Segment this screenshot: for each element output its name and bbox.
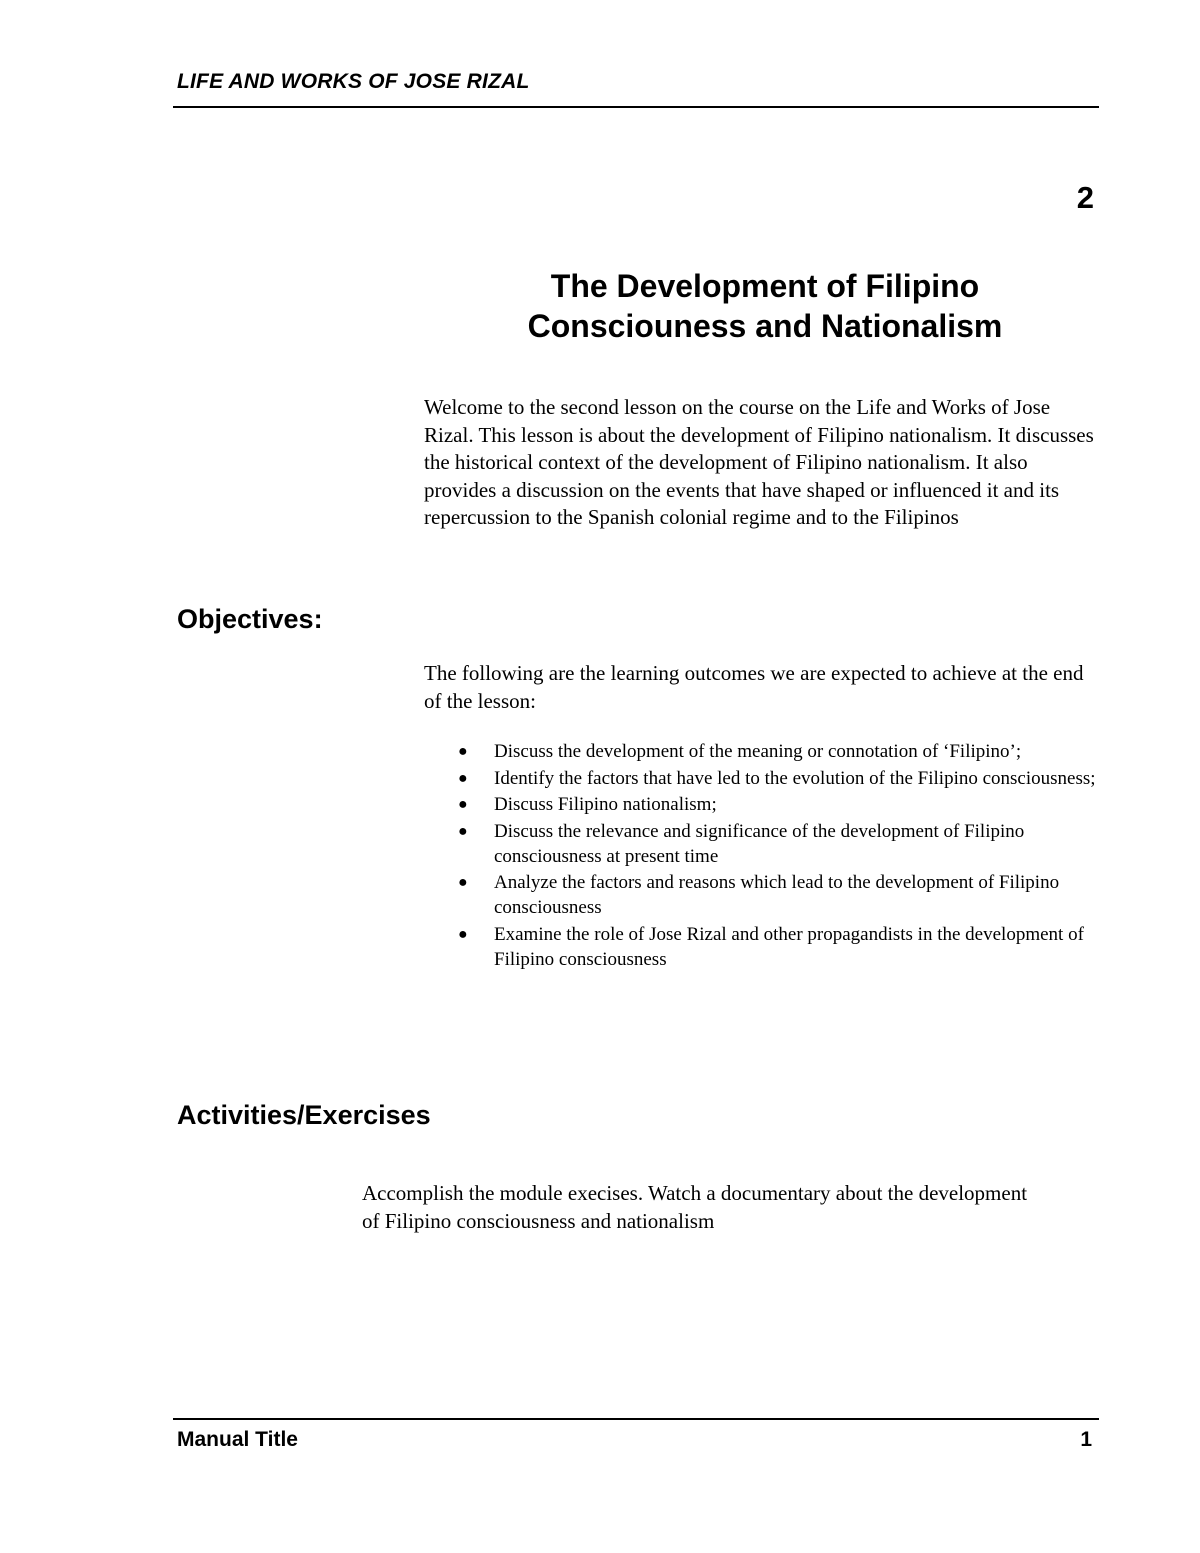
header-rule: [173, 106, 1099, 108]
bullet-icon: ●: [458, 769, 468, 787]
objective-text: Discuss Filipino nationalism;: [494, 794, 717, 815]
objective-text: Analyze the factors and reasons which lead to the development of Filipino consciousness: [494, 872, 1060, 918]
activities-text: Accomplish the module execises. Watch a documentary about the development of Filipino consciousness and nationalism: [362, 1181, 1028, 1233]
intro-paragraph: Welcome to the second lesson on the course on the Life and Works of Jose Rizal. This lesson is about the development of Filipino nationalism. It discusses the historical context of the development of Filipino nationalism. It also provides a discussion on the events that have shaped or influenced it and its repercussion to the Spanish colonial regime and to the Filipinos: [424, 395, 1094, 529]
objective-item: [424, 766, 1104, 791]
objective-text: Discuss the development of the meaning or connotation of ‘Filipino’;: [494, 741, 1022, 762]
bullet-icon: ●: [458, 874, 468, 891]
bullet-icon: ●: [458, 743, 468, 760]
bullet-icon: ●: [458, 925, 468, 943]
activities-heading: Activities/Exercises: [177, 1100, 431, 1130]
bullet-icon: ●: [458, 822, 468, 840]
objective-item: [424, 870, 1104, 920]
objective-item: [424, 819, 1104, 869]
chapter-number: 2: [1076, 180, 1094, 215]
running-header: LIFE AND WORKS OF JOSE RIZAL: [177, 70, 530, 93]
objectives-list: [424, 739, 1104, 973]
objective-text: Identify the factors that have led to the evolution of the Filipino consciousness;: [494, 767, 1096, 789]
objectives-heading: Objectives:: [177, 604, 323, 634]
chapter-title-line-2: Consciouness and Nationalism: [527, 308, 1003, 344]
objective-item: [424, 739, 1104, 764]
footer-rule: [173, 1418, 1099, 1420]
objective-item: [424, 922, 1104, 972]
objective-item: [424, 792, 1104, 817]
page-number: 1: [1080, 1428, 1092, 1451]
chapter-title: [480, 266, 1050, 346]
chapter-title-line-1: The Development of Filipino: [550, 268, 980, 304]
objective-text: Discuss the relevance and significance of the development of Filipino consciousness at present time: [494, 820, 1025, 867]
objective-text: Examine the role of Jose Rizal and other propagandists in the development of Filipino consciousness: [494, 923, 1084, 970]
objectives-lead: The following are the learning outcomes we are expected to achieve at the end of the lesson:: [424, 661, 1084, 713]
footer-title: Manual Title: [177, 1428, 298, 1451]
bullet-icon: ●: [458, 796, 468, 813]
